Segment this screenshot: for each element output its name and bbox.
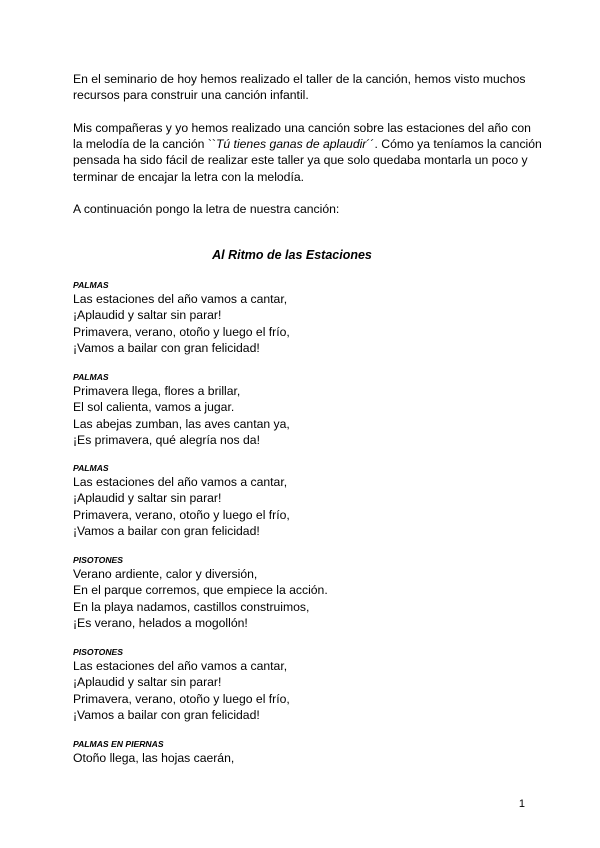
- lyric-line: En la playa nadamos, castillos construimos,: [73, 599, 310, 614]
- song-title: [0, 247, 600, 263]
- stanza-label: PALMAS: [73, 463, 109, 473]
- stanza-label: PISOTONES: [73, 647, 123, 657]
- lyric-line: Primavera, verano, otoño y luego el frío,: [73, 507, 290, 522]
- lyric-line: Las abejas zumban, las aves cantan ya,: [73, 416, 290, 431]
- lyric-line: ¡Vamos a bailar con gran felicidad!: [73, 707, 260, 722]
- stanza-1: [73, 279, 543, 356]
- lyric-line: Otoño llega, las hojas caerán,: [73, 751, 235, 765]
- lyric-line: El sol calienta, vamos a jugar.: [73, 400, 235, 415]
- stanza-2: [73, 371, 543, 448]
- stanza-label: PALMAS: [73, 280, 109, 290]
- page-number: 1: [518, 798, 525, 810]
- intro-paragraph-3: A continuación pongo la letra de nuestra canción:: [73, 202, 340, 216]
- song-melody-title: Tú tienes ganas de aplaudir: [215, 137, 367, 152]
- intro-paragraph-2: [73, 120, 543, 185]
- lyric-line: ¡Vamos a bailar con gran felicidad!: [73, 523, 260, 538]
- song-title-text: Al Ritmo de las Estaciones: [212, 248, 372, 262]
- stanza-3: [73, 462, 543, 539]
- intro-paragraph-2-text-before: Mis compañeras y yo hemos realizado una canción sobre las estaciones del año con la melodía de la canción ``: [73, 121, 531, 152]
- stanza-5: [73, 646, 543, 723]
- intro-paragraph-1: En el seminario de hoy hemos realizado el taller de la canción, hemos visto muchos recursos para construir una canción infantil.: [73, 72, 526, 103]
- stanza-4: [73, 554, 543, 631]
- lyric-line: Las estaciones del año vamos a cantar,: [73, 659, 288, 673]
- lyric-line: ¡Es primavera, qué alegría nos da!: [73, 432, 260, 447]
- lyric-line: ¡Aplaudid y saltar sin parar!: [73, 308, 222, 323]
- stanza-label: PALMAS EN PIERNAS: [73, 739, 164, 749]
- lyric-line: Las estaciones del año vamos a cantar,: [73, 475, 288, 489]
- lyric-line: ¡Aplaudid y saltar sin parar!: [73, 491, 222, 506]
- stanza-label: PALMAS: [73, 372, 109, 382]
- lyric-line: Verano ardiente, calor y diversión,: [73, 567, 258, 581]
- lyric-line: Las estaciones del año vamos a cantar,: [73, 292, 288, 306]
- lyric-line: ¡Es verano, helados a mogollón!: [73, 615, 248, 630]
- lyric-line: ¡Aplaudid y saltar sin parar!: [73, 675, 222, 690]
- lyric-line: En el parque corremos, que empiece la acción.: [73, 583, 328, 598]
- lyric-line: Primavera, verano, otoño y luego el frío,: [73, 324, 290, 339]
- lyric-line: Primavera llega, flores a brillar,: [73, 384, 241, 398]
- intro-paragraph-2-text-after: ´´. Cómo ya teníamos la canción pensada ha sido fácil de realizar este taller ya que solo quedaba montarla un poco y terminar de encajar la letra con la melodía.: [73, 137, 542, 184]
- stanza-label: PISOTONES: [73, 555, 123, 565]
- stanza-6: [73, 738, 543, 766]
- lyric-line: ¡Vamos a bailar con gran felicidad!: [73, 340, 260, 355]
- lyric-line: Primavera, verano, otoño y luego el frío,: [73, 691, 290, 706]
